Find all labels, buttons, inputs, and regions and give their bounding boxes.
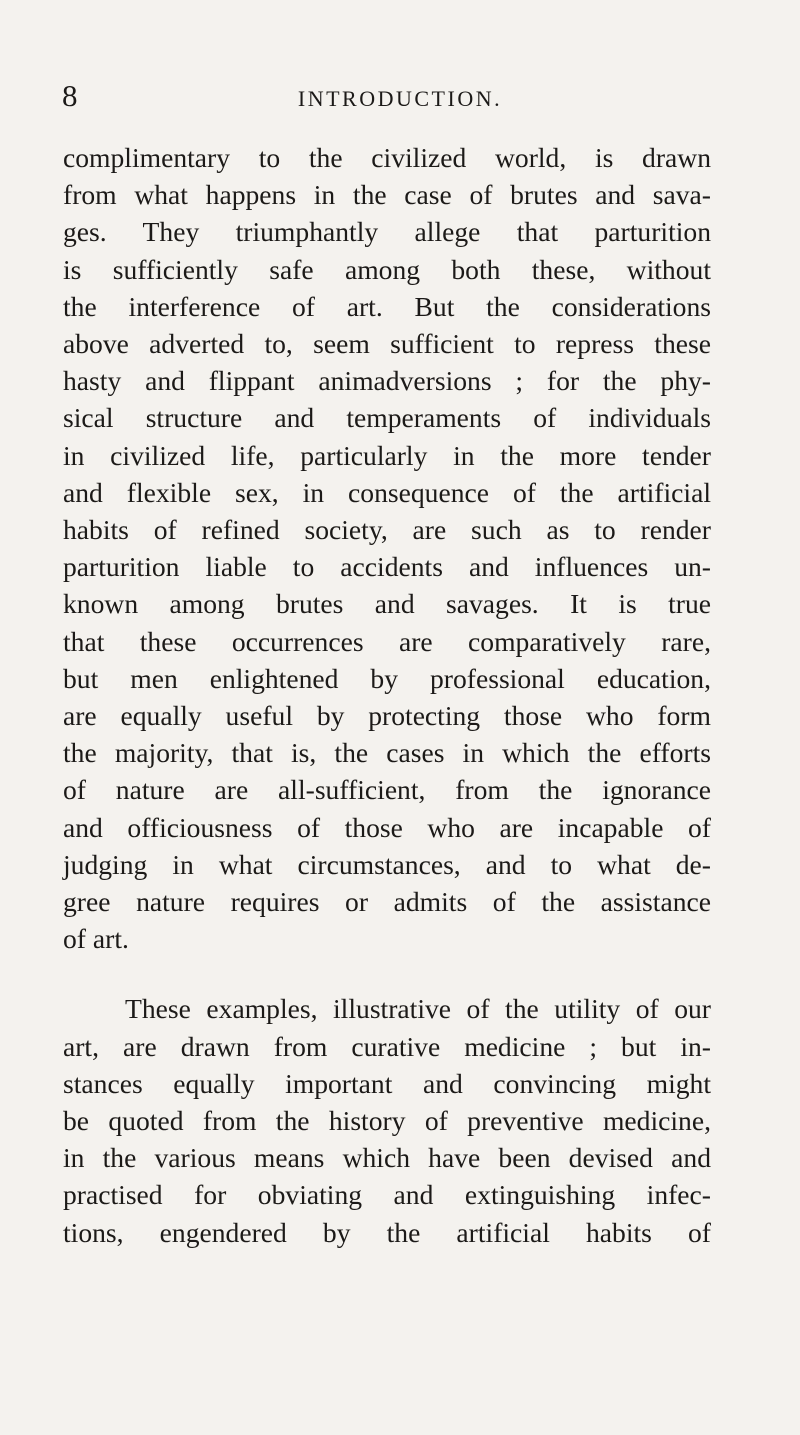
page-number: 8 — [62, 78, 78, 113]
page-header — [0, 78, 800, 118]
text-line: hasty and flippant animadversions ; for the phy- — [63, 365, 711, 397]
text-line: judging in what circumstances, and to what de- — [63, 848, 711, 880]
running-head: INTRODUCTION. — [297, 86, 503, 111]
paragraph-2 — [63, 990, 711, 1250]
text-line: from what happens in the case of brutes and sava- — [63, 179, 711, 211]
text-line: habits of refined society, are such as to render — [63, 514, 711, 546]
text-line: the interference of art. But the considerations — [63, 290, 711, 322]
text-line: and flexible sex, in consequence of the artificial — [63, 476, 711, 508]
text-line: sical structure and temperaments of individuals — [63, 402, 711, 434]
text-line: and officiousness of those who are incapable of — [63, 811, 711, 843]
text-line: tions, engendered by the artificial habits of — [63, 1216, 711, 1248]
text-line: that these occurrences are comparatively rare, — [63, 625, 711, 657]
text-line: in the various means which have been devised and — [63, 1142, 711, 1174]
text-line: be quoted from the history of preventive medicine, — [63, 1105, 711, 1137]
text-line: of nature are all-sufficient, from the ignorance — [63, 774, 711, 806]
text-line: are equally useful by protecting those who form — [63, 700, 711, 732]
text-line: ges. They triumphantly allege that parturition — [63, 216, 711, 248]
text-line: These examples, illustrative of the utility of our — [125, 993, 711, 1025]
text-line: but men enlightened by professional education, — [63, 662, 711, 694]
text-line: the majority, that is, the cases in which the efforts — [63, 737, 711, 769]
text-line: of art. — [63, 923, 129, 955]
text-line: parturition liable to accidents and influences un- — [63, 551, 711, 583]
text-line: is sufficiently safe among both these, without — [63, 253, 711, 285]
text-line: in civilized life, particularly in the more tender — [63, 439, 711, 471]
text-line: practised for obviating and extinguishing infec- — [63, 1179, 711, 1211]
text-line: art, are drawn from curative medicine ; but in- — [63, 1030, 711, 1062]
text-line: known among brutes and savages. It is true — [63, 588, 711, 620]
text-line: gree nature requires or admits of the assistance — [63, 886, 711, 918]
paragraph-1 — [63, 139, 711, 957]
text-line: complimentary to the civilized world, is drawn — [63, 142, 711, 173]
text-line: stances equally important and convincing might — [63, 1067, 711, 1099]
text-line: above adverted to, seem sufficient to repress these — [63, 328, 711, 360]
paragraph-spacer — [63, 957, 711, 990]
body-text — [63, 139, 711, 1251]
